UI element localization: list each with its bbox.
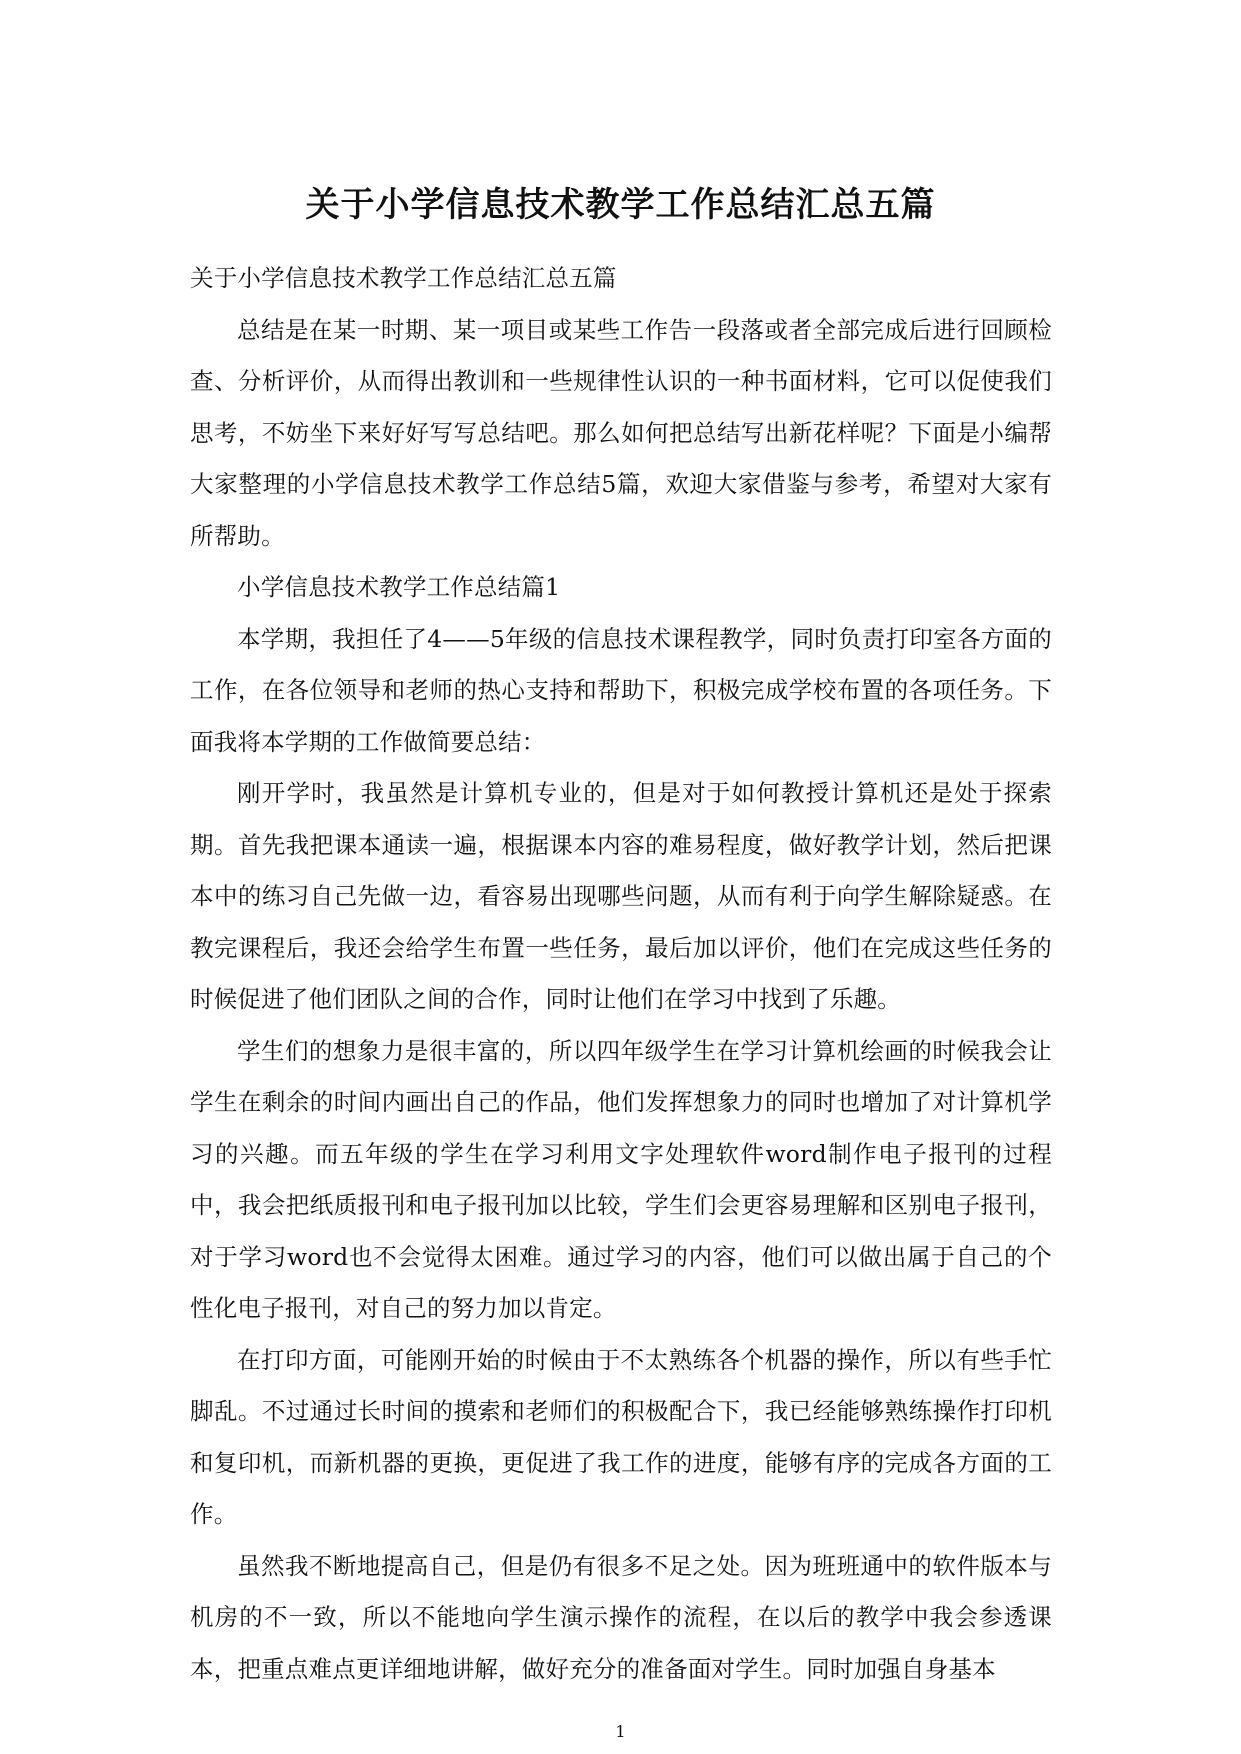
- paragraph-intro: 总结是在某一时期、某一项目或某些工作告一段落或者全部完成后进行回顾检查、分析评价，从而得出教训和一些规律性认识的一种书面材料，它可以促使我们思考，不妨坐下来好好写写总结吧。那么如何把总结写出新花样呢？下面是小编帮大家整理的小学信息技术教学工作总结5篇，欢迎大家借鉴与参考，希望对大家有所帮助。: [190, 315, 1052, 550]
- paragraph: 在打印方面，可能刚开始的时候由于不太熟练各个机器的操作，所以有些手忙脚乱。不过通过长时间的摸索和老师们的积极配合下，我已经能够熟练操作打印机和复印机，而新机器的更换，更促进了我工作的进度，能够有序的完成各方面的工作。: [190, 1345, 1052, 1528]
- document-subtitle: 关于小学信息技术教学工作总结汇总五篇: [190, 264, 617, 292]
- page-number: 1: [615, 1722, 626, 1741]
- paragraph: 学生们的想象力是很丰富的，所以四年级学生在学习计算机绘画的时候我会让学生在剩余的时间内画出自己的作品，他们发挥想象力的同时也增加了对计算机学习的兴趣。而五年级的学生在学习利用文字处理软件word制作电子报刊的过程中，我会把纸质报刊和电子报刊加以比较，学生们会更容易理解和区别电子报刊，对于学习word也不会觉得太困难。通过学习的内容，他们可以做出属于自己的个性化电子报刊，对自己的努力加以肯定。: [190, 1036, 1052, 1322]
- paragraph: 本学期，我担任了4——5年级的信息技术课程教学，同时负责打印室各方面的工作，在各位领导和老师的热心支持和帮助下，积极完成学校布置的各项任务。下面我将本学期的工作做简要总结：: [190, 624, 1052, 756]
- paragraph: 虽然我不断地提高自己，但是仍有很多不足之处。因为班班通中的软件版本与机房的不一致，所以不能地向学生演示操作的流程，在以后的教学中我会参透课本，把重点难点更详细地讲解，做好充分的准备面对学生。同时加强自身基本: [190, 1551, 1052, 1683]
- paragraph: 刚开学时，我虽然是计算机专业的，但是对于如何教授计算机还是处于探索期。首先我把课本通读一遍，根据课本内容的难易程度，做好教学计划，然后把课本中的练习自己先做一边，看容易出现哪些问题，从而有利于向学生解除疑惑。在教完课程后，我还会给学生布置一些任务，最后加以评价，他们在完成这些任务的时候促进了他们团队之间的合作，同时让他们在学习中找到了乐趣。: [190, 779, 1052, 1013]
- document-body: [190, 253, 1052, 1695]
- document-title: 关于小学信息技术教学工作总结汇总五篇: [305, 185, 936, 225]
- section-heading: 小学信息技术教学工作总结篇1: [237, 573, 561, 601]
